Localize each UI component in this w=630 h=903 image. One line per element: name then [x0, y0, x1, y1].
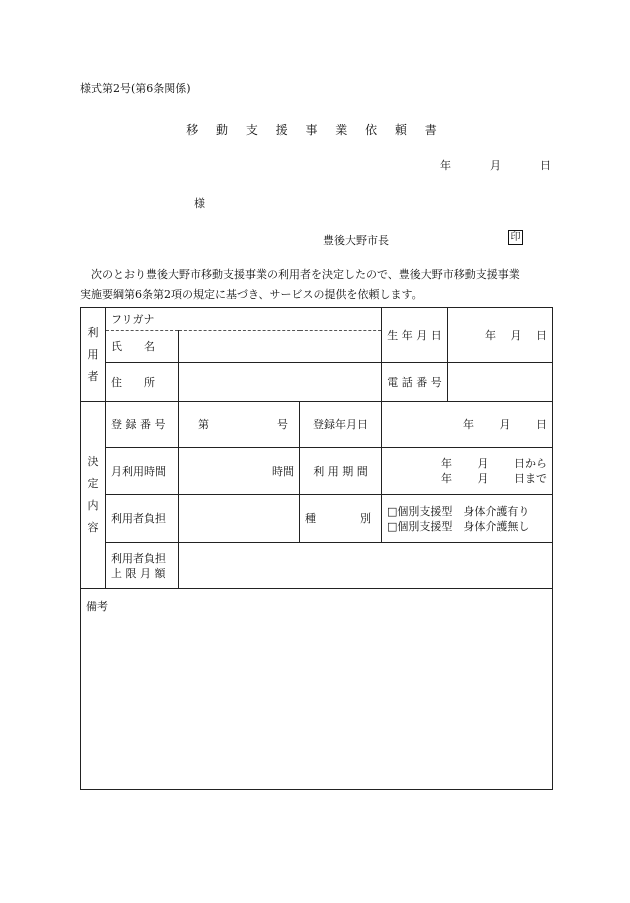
request-text-line-1: 次のとおり豊後大野市移動支援事業の利用者を決定したので、豊後大野市移動支援事業: [91, 268, 520, 281]
name-label: 氏 名: [106, 331, 179, 363]
phone-label: 電 話 番 号: [382, 363, 448, 402]
burden-label: 利用者負担: [106, 495, 179, 543]
reg-no-label: 登 録 番 号: [106, 402, 179, 448]
decision-section-label: 決 定 内 容: [81, 402, 106, 589]
monthly-hours-field[interactable]: 時間: [179, 448, 300, 495]
date-line: [440, 157, 551, 173]
reg-date-field[interactable]: 年 月 日: [382, 402, 553, 448]
type-label: 種 別: [300, 495, 382, 543]
remarks-label: 備考: [86, 600, 108, 613]
phone-field[interactable]: [448, 363, 553, 402]
address-field[interactable]: [179, 363, 382, 402]
type-options[interactable]: [382, 495, 553, 543]
birth-date-label: 生 年 月 日: [382, 308, 448, 363]
furigana-label: フリガナ: [106, 308, 179, 331]
user-section-label: 利 用 者: [81, 308, 106, 402]
reg-no-field[interactable]: 第 号: [179, 402, 300, 448]
date-day: 日: [540, 159, 551, 172]
type-option-without-care[interactable]: □個別支援型 身体介護無し: [387, 519, 530, 533]
seal-mark: 印: [508, 230, 523, 245]
monthly-hours-label: 月利用時間: [106, 448, 179, 495]
form-reference: 様式第2号(第6条関係): [80, 82, 191, 95]
document-title: 移 動 支 援 事 業 依 頼 書: [186, 123, 444, 137]
date-month: 月: [490, 159, 501, 172]
burden-limit-label: 利用者負担 上 限 月 額: [106, 543, 179, 589]
burden-limit-field[interactable]: [179, 543, 553, 589]
reg-date-label: 登録年月日: [300, 402, 382, 448]
date-year: 年: [440, 159, 451, 172]
period-field[interactable]: 年 月 日から 年 月 日まで: [382, 448, 553, 495]
name-field[interactable]: [179, 331, 382, 363]
request-form-table: [80, 307, 553, 790]
request-text-line-2: 実施要綱第6条第2項の規定に基づき、サービスの提供を依頼します。: [80, 288, 423, 301]
birth-date-field[interactable]: 年 月 日: [448, 308, 553, 363]
period-label: 利 用 期 間: [300, 448, 382, 495]
type-option-with-care[interactable]: □個別支援型 身体介護有り: [387, 504, 530, 518]
burden-field[interactable]: [179, 495, 300, 543]
issuer: 豊後大野市長: [323, 234, 389, 247]
address-label: 住 所: [106, 363, 179, 402]
request-text: [80, 265, 570, 305]
addressee-suffix: 様: [194, 197, 205, 210]
furigana-field[interactable]: [179, 308, 382, 331]
remarks-field[interactable]: [81, 589, 553, 790]
